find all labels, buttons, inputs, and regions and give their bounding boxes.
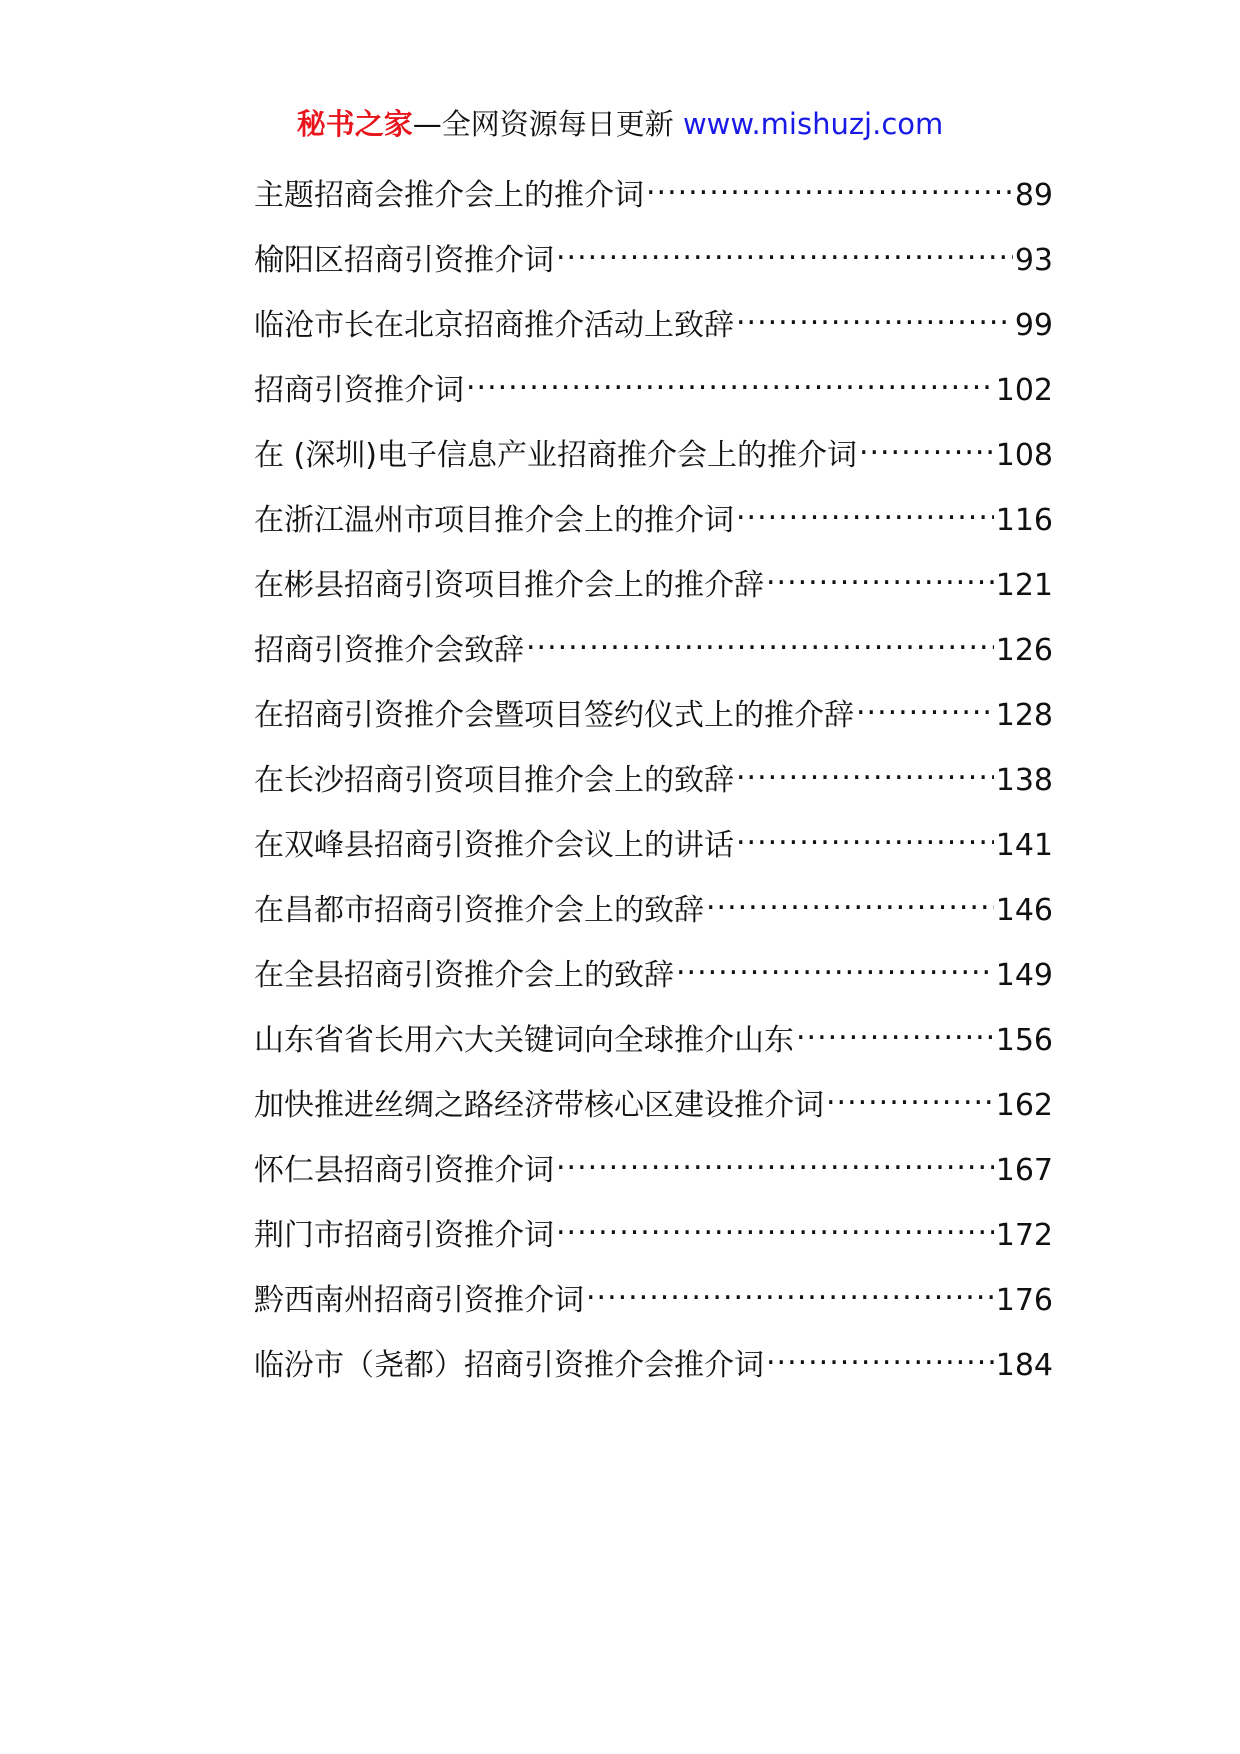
toc-dot-leader [796,1010,994,1050]
toc-entry-page: 102 [995,373,1053,408]
toc-entry[interactable] [254,555,1053,620]
toc-dot-leader [826,1075,994,1115]
toc-entry-page: 184 [995,1348,1053,1383]
toc-entry-title: 在浙江温州市项目推介会上的推介词 [254,503,734,538]
toc-entry[interactable] [254,165,1053,230]
toc-entry-title: 在彬县招商引资项目推介会上的推介辞 [254,568,764,603]
toc-entry-title: 在 (深圳)电子信息产业招商推介会上的推介词 [254,438,857,473]
toc-entry-title: 招商引资推介词 [254,373,464,408]
toc-entry[interactable] [254,360,1053,425]
toc-entry-title: 临沧市长在北京招商推介活动上致辞 [254,308,734,343]
toc-entry[interactable] [254,295,1053,360]
toc-entry-title: 在昌都市招商引资推介会上的致辞 [254,893,704,928]
toc-entry-title: 在双峰县招商引资推介会议上的讲话 [254,828,734,863]
toc-entry-title: 在全县招商引资推介会上的致辞 [254,958,674,993]
toc-entry[interactable] [254,1335,1053,1400]
toc-dot-leader [736,750,994,790]
toc-entry-title: 加快推进丝绸之路经济带核心区建设推介词 [254,1088,824,1123]
toc-dot-leader [736,815,994,855]
toc-entry-title: 临汾市（尧都）招商引资推介会推介词 [254,1348,764,1383]
toc-dot-leader [526,620,994,660]
toc-entry[interactable] [254,1270,1053,1335]
toc-entry-title: 山东省省长用六大关键词向全球推介山东 [254,1023,794,1058]
toc-entry-title: 在长沙招商引资项目推介会上的致辞 [254,763,734,798]
toc-entry[interactable] [254,945,1053,1010]
toc-entry-title: 榆阳区招商引资推介词 [254,243,554,278]
toc-entry[interactable] [254,230,1053,295]
toc-entry-page: 89 [1014,178,1053,213]
toc-entry[interactable] [254,1075,1053,1140]
toc-entry[interactable] [254,620,1053,685]
toc-dot-leader [556,1140,994,1180]
toc-entry-title: 招商引资推介会致辞 [254,633,524,668]
toc-entry[interactable] [254,750,1053,815]
toc-entry-page: 156 [995,1023,1053,1058]
toc-entry[interactable] [254,1140,1053,1205]
toc-entry-title: 黔西南州招商引资推介词 [254,1283,584,1318]
toc-dot-leader [556,1205,994,1245]
toc-dot-leader [766,555,994,595]
toc-entry-page: 128 [995,698,1053,733]
toc-dot-leader [736,490,994,530]
toc-entry[interactable] [254,425,1053,490]
toc-entry[interactable] [254,1010,1053,1075]
toc-dot-leader [556,230,1013,270]
toc-dot-leader [766,1335,994,1375]
toc-entry-title: 在招商引资推介会暨项目签约仪式上的推介辞 [254,698,854,733]
toc-entry-page: 167 [995,1153,1053,1188]
toc-entry[interactable] [254,815,1053,880]
toc-entry-page: 146 [995,893,1053,928]
toc-entry-page: 162 [995,1088,1053,1123]
toc-entry[interactable] [254,490,1053,555]
toc-entry-title: 主题招商会推介会上的推介词 [254,178,644,213]
toc-entry-page: 108 [995,438,1053,473]
toc-entry[interactable] [254,880,1053,945]
toc-dot-leader [586,1270,994,1310]
table-of-contents [254,165,1053,1400]
header-tagline: —全网资源每日更新 [412,107,674,141]
toc-entry-page: 176 [995,1283,1053,1318]
toc-entry[interactable] [254,685,1053,750]
toc-dot-leader [856,685,994,725]
brand-name: 秘书之家 [296,107,413,141]
toc-entry-page: 126 [995,633,1053,668]
toc-dot-leader [466,360,994,400]
toc-entry-page: 93 [1014,243,1053,278]
toc-entry-page: 138 [995,763,1053,798]
toc-entry-page: 149 [995,958,1053,993]
site-url-link[interactable]: www.mishuzj.com [682,107,944,141]
toc-entry-title: 怀仁县招商引资推介词 [254,1153,554,1188]
toc-entry-page: 121 [995,568,1053,603]
page-header [0,104,1240,144]
toc-dot-leader [676,945,994,985]
toc-dot-leader [646,165,1013,205]
toc-dot-leader [859,425,994,465]
toc-entry-page: 172 [995,1218,1053,1253]
toc-entry-title: 荆门市招商引资推介词 [254,1218,554,1253]
toc-dot-leader [706,880,994,920]
toc-entry-page: 116 [995,503,1053,538]
toc-dot-leader [736,295,1013,335]
toc-entry[interactable] [254,1205,1053,1270]
toc-entry-page: 141 [995,828,1053,863]
toc-entry-page: 99 [1014,308,1053,343]
